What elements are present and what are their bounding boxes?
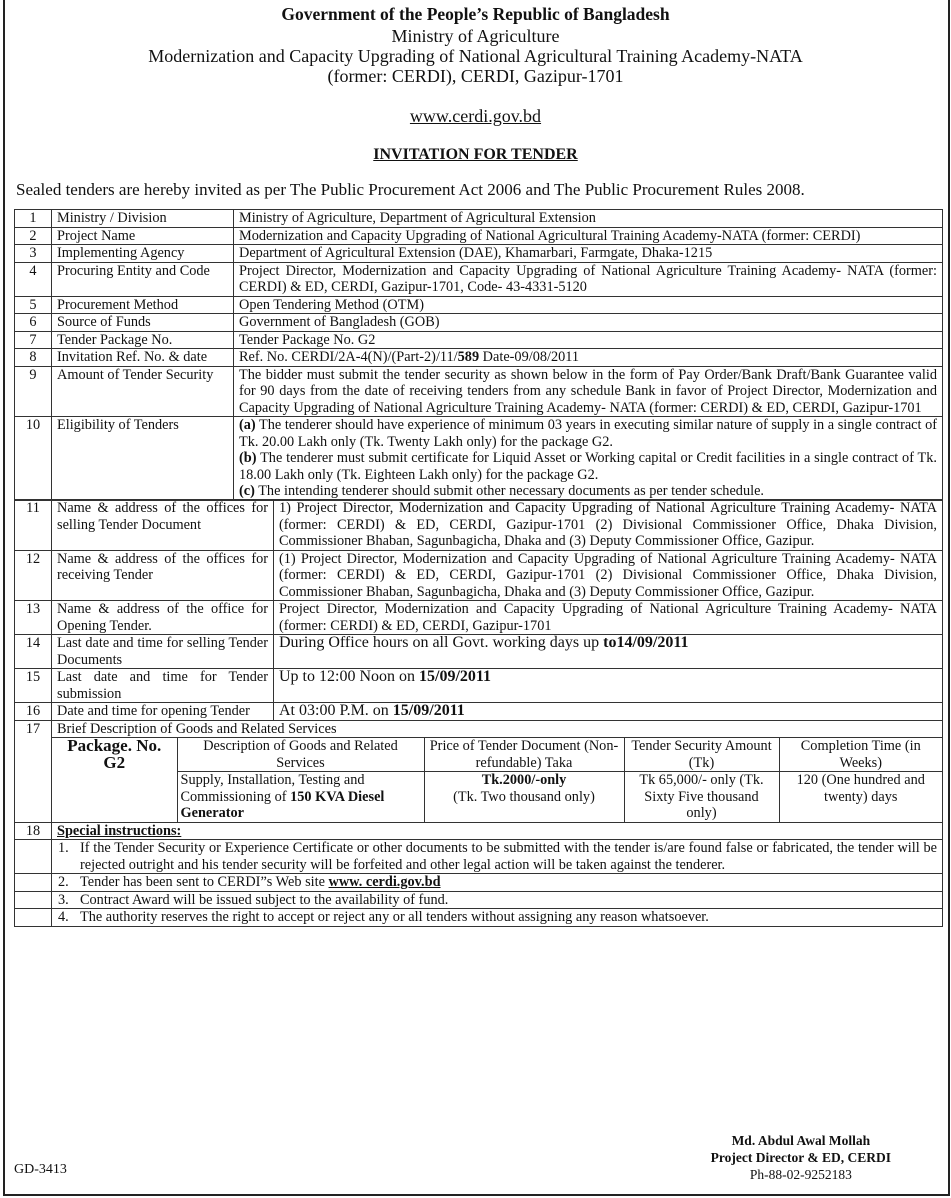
row-value: [274, 635, 943, 669]
instruction-number: 4.: [58, 909, 69, 925]
row-label: Project Name: [52, 227, 234, 245]
tender-details-table-b: [14, 499, 943, 927]
signatory-name: Md. Abdul Awal Mollah: [731, 1133, 871, 1148]
header-completion: Completion Time (in Weeks): [779, 738, 942, 772]
row-value: [234, 366, 943, 417]
row-value: [274, 601, 943, 635]
header-security: Tender Security Amount (Tk): [624, 738, 779, 772]
value-segment: Project Director, Modernization and Capacity Upgrading of National Agriculture Training Academy- NATA (former: CERDI) & ED, CERDI, Gazipur-1701, Code- 43-4331-5120: [239, 262, 937, 295]
table-row: [15, 635, 943, 669]
row-number: 8: [15, 349, 52, 367]
table-row: [15, 500, 943, 551]
table-row-special: [15, 822, 943, 840]
special-instruction: [15, 909, 943, 927]
value-segment: Project Director, Modernization and Capacity Upgrading of National Agriculture Training Academy- NATA (former: CERDI) & ED, CERDI, Gazipur-1701: [279, 601, 937, 634]
row-number: 17: [15, 720, 52, 822]
price-words: (Tk. Two thousand only): [453, 788, 595, 805]
row-value: [234, 227, 943, 245]
row-number: 14: [15, 635, 52, 669]
value-segment: Ref. No. CERDI/2A-4(N)/(Part-2)/11/: [239, 349, 458, 365]
row-value: [234, 314, 943, 332]
value-segment: At 03:00 P.M. on: [279, 702, 393, 719]
value-segment: (b): [239, 450, 257, 466]
row-number: 10: [15, 417, 52, 501]
value-segment: www. cerdi.gov.bd: [328, 874, 441, 890]
row-value: [234, 262, 943, 296]
row-value: [274, 550, 943, 601]
signature-block: [711, 1132, 891, 1183]
ministry-name: Ministry of Agriculture: [391, 26, 560, 46]
row-value: [274, 703, 943, 721]
row-label: Name & address of the offices for receiving Tender: [52, 550, 274, 601]
row-label: Name & address of the offices for selling Tender Document: [52, 500, 274, 551]
value-segment: Tender Package No. G2: [239, 331, 376, 348]
value-segment: The intending tenderer should submit other necessary documents as per tender schedule.: [254, 483, 764, 499]
value-segment: 1) Project Director, Modernization and Capacity Upgrading of National Agriculture Training Academy- NATA (former: CERDI) & ED, CERDI, Gazipur-1701 (2) Divisional Commissioner Office, Dhaka Division, Commissioner Bhaban, Sagunbagicha, Dhaka and (3) Deputy Commissioner Office, Gazipur.: [279, 500, 937, 549]
table-row: [15, 550, 943, 601]
row-value: [274, 500, 943, 551]
instruction-number: 2.: [58, 874, 69, 890]
row-number: 3: [15, 245, 52, 263]
gd-code: GD-3413: [14, 1162, 67, 1177]
value-segment: Department of Agricultural Extension (DAE), Khamarbari, Farmgate, Dhaka-1215: [239, 245, 713, 261]
row-value: [234, 245, 943, 263]
header-price: Price of Tender Document (Non-refundable) Taka: [424, 738, 624, 772]
row-number: 1: [15, 210, 52, 228]
value-segment: If the Tender Security or Experience Certificate or other documents to be submitted with the tender is/are found false or fabricated, the tender will be rejected outright and his tender security will be forfeited and other legal action will be taken against the tenderer.: [80, 840, 937, 873]
value-segment: During Office hours on all Govt. working days up: [279, 634, 604, 651]
row-label: Source of Funds: [52, 314, 234, 332]
goods-description: Supply, Installation, Testing and Commissioning of 150 KVA Diesel Generator: [177, 772, 424, 822]
value-segment: Tender has been sent to CERDI”s Web site: [80, 874, 329, 890]
intro-text: Sealed tenders are hereby invited as per The Public Procurement Act 2006 and The Public Procurement Rules 2008.: [16, 180, 805, 199]
former-name: (former: CERDI), CERDI, Gazipur-1701: [327, 66, 624, 86]
row-value: [234, 417, 943, 501]
instruction-number: 1.: [58, 840, 69, 856]
value-segment: Contract Award will be issued subject to the availability of fund.: [80, 891, 449, 908]
table-row: [15, 366, 943, 417]
table-row: [15, 349, 943, 367]
special-instruction: [15, 840, 943, 874]
value-segment: Government of Bangladesh (GOB): [239, 314, 440, 330]
row-label: Eligibility of Tenders: [52, 417, 234, 501]
row-number: 2: [15, 227, 52, 245]
value-segment: to14/09/2011: [603, 634, 689, 651]
special-title: Special instructions:: [52, 822, 943, 840]
row-number: 16: [15, 703, 52, 721]
value-segment: Date-09/08/2011: [479, 349, 580, 365]
website-link[interactable]: www.cerdi.gov.bd: [409, 106, 542, 126]
value-segment: The tenderer must submit certificate for Liquid Asset or Working capital or Credit facilities in a single contract of Tk. 18.00 Lakh only (Tk. Eighteen Lakh only) for the package G2.: [239, 450, 937, 483]
goods-table: [52, 737, 942, 822]
row-number: 18: [15, 822, 52, 840]
value-segment: The bidder must submit the tender security as shown below in the form of Pay Order/Bank Draft/Bank Guarantee valid for 90 days from the date of receiving tenders from any schedule Bank in favor of Project Director, Modernization and Capacity Upgrading of National Agriculture Training Academy- NATA (former: CERDI) & ED, CERDI, Gazipur-1701: [239, 366, 937, 416]
instruction-number: 3.: [58, 891, 69, 908]
security-amount: Tk 65,000/- only (Tk. Sixty Five thousand only): [624, 772, 779, 822]
special-instruction: [15, 891, 943, 909]
row-number: 7: [15, 331, 52, 349]
value-segment: (c): [239, 483, 255, 499]
value-segment: Open Tendering Method (OTM): [239, 296, 424, 313]
row-value: [234, 210, 943, 228]
row-label: Amount of Tender Security: [52, 366, 234, 417]
signatory-designation: Project Director & ED, CERDI: [710, 1150, 891, 1165]
row-label: Invitation Ref. No. & date: [52, 349, 234, 367]
value-segment: The tenderer should have experience of minimum 03 years in executing similar nature of supply in a single contract of Tk. 20.00 Lakh only (Tk. Twenty Lakh only) for the package G2.: [239, 417, 937, 450]
government-title: Government of the People’s Republic of Bangladesh: [281, 4, 670, 24]
completion-time: 120 (One hundred and twenty) days: [779, 772, 942, 822]
package-value: G2: [103, 752, 126, 772]
value-segment: (a): [239, 417, 256, 433]
row-label: Date and time for opening Tender: [52, 703, 274, 721]
row-number: 5: [15, 296, 52, 314]
row-label: Name & address of the office for Opening Tender.: [52, 601, 274, 635]
row-number: 15: [15, 669, 52, 703]
table-row: [15, 262, 943, 296]
row-number: 4: [15, 262, 52, 296]
table-row: [15, 227, 943, 245]
value-segment: 15/09/2011: [392, 702, 465, 719]
price-value: Tk.2000/-only: [481, 772, 567, 788]
row-number: 12: [15, 550, 52, 601]
row-label: Last date and time for selling Tender Documents: [52, 635, 274, 669]
table-row: [15, 331, 943, 349]
value-segment: Modernization and Capacity Upgrading of National Agricultural Training Academy-NATA (former: CERDI): [239, 227, 861, 244]
goods-title: Brief Description of Goods and Related Services: [57, 720, 337, 737]
table-row: [15, 314, 943, 332]
table-row: [15, 703, 943, 721]
value-segment: (1) Project Director, Modernization and Capacity Upgrading of National Agriculture Training Academy- NATA (former: CERDI) & ED, CERDI, Gazipur-1701 (2) Divisional Commissioner Office, Dhaka Division, Commissioner Bhaban, Sagunbagicha, Dhaka and (3) Deputy Commissioner Office, Gazipur.: [279, 550, 937, 600]
header-description: Description of Goods and Related Services: [177, 738, 424, 772]
row-label: Tender Package No.: [52, 331, 234, 349]
row-label: Last date and time for Tender submission: [52, 669, 274, 703]
value-segment: Ministry of Agriculture, Department of Agricultural Extension: [239, 210, 596, 226]
project-name: Modernization and Capacity Upgrading of National Agricultural Training Academy-NATA: [148, 46, 803, 66]
row-label: Ministry / Division: [52, 210, 234, 228]
row-number: 9: [15, 366, 52, 417]
value-segment: Up to 12:00 Noon on: [279, 668, 419, 685]
table-row-goods: [15, 720, 943, 822]
tender-details-table-a: [14, 209, 943, 501]
row-number: 13: [15, 601, 52, 635]
row-value: [274, 669, 943, 703]
row-number: 6: [15, 314, 52, 332]
signatory-phone: Ph-88-02-9252183: [749, 1167, 852, 1182]
row-number: 11: [15, 500, 52, 551]
table-row: [15, 601, 943, 635]
value-segment: The authority reserves the right to accept or reject any or all tenders without assigning any reason whatsoever.: [80, 909, 709, 925]
row-value: [234, 349, 943, 367]
table-row: [15, 669, 943, 703]
value-segment: 589: [457, 349, 480, 365]
table-row: [15, 245, 943, 263]
package-label: Package. No.: [67, 736, 162, 755]
row-label: Procurement Method: [52, 296, 234, 314]
row-label: Procuring Entity and Code: [52, 262, 234, 296]
special-instruction: [15, 874, 943, 892]
row-label: Implementing Agency: [52, 245, 234, 263]
invitation-heading: INVITATION FOR TENDER: [373, 146, 578, 163]
row-value: [234, 331, 943, 349]
table-row: [15, 296, 943, 314]
table-row: [15, 417, 943, 501]
value-segment: 15/09/2011: [419, 668, 492, 685]
table-row: [15, 210, 943, 228]
row-value: [234, 296, 943, 314]
